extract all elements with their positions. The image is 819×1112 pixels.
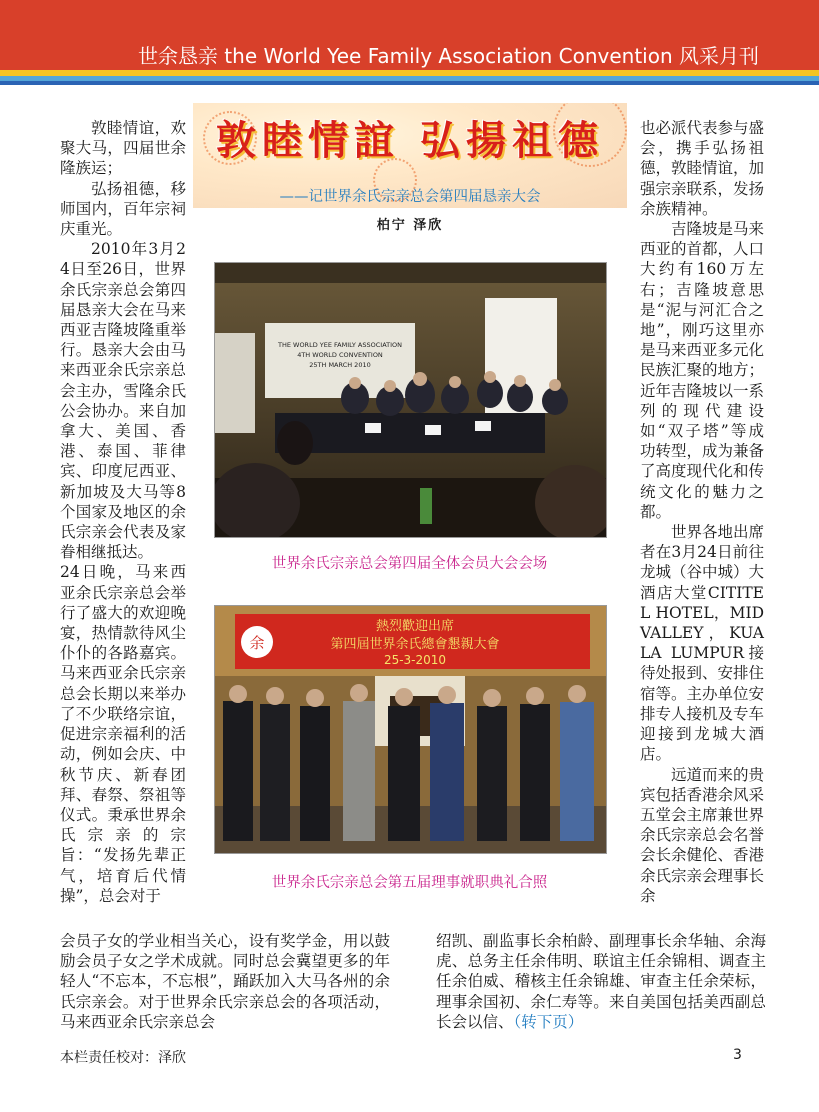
body-paragraph: 也必派代表参与盛会，携手弘扬祖德，敦睦情谊，加强宗亲联系，发扬余族精神。: [640, 119, 765, 218]
continue-next-page-link[interactable]: （转下页）: [513, 1012, 584, 1031]
masthead: [0, 0, 819, 70]
meeting-photo: [214, 262, 607, 538]
footer-editor-credit: 本栏责任校对：泽欣: [60, 1050, 186, 1066]
group-photo-illustration: [215, 606, 606, 853]
bottom-right-text: [436, 931, 766, 1032]
body-paragraph: 24日晚，马来西亚余氏宗亲总会举行了盛大的欢迎晚宴，热情款待风尘仆仆的各路嘉宾。马来西亚余氏宗亲总会长期以来举办了不少联络宗谊，促进宗亲福利的活动，例如会庆、中秋节庆、新春团拜、春祭、祭祖等仪式。秉承世界余氏宗亲的宗旨：“发扬先辈正气，培育后代情操”，总会对于: [60, 563, 186, 905]
screen-text: 4TH WORLD CONVENTION: [297, 351, 383, 359]
masthead-title: 世余恳亲 the World Yee Family Association Convention 风采月刊: [137, 44, 759, 68]
body-paragraph: 2010年3月24日至26日，世界余氏宗亲总会第四届恳亲大会在马来西亚吉隆坡隆重举行。恳亲大会由马来西亚余氏宗亲总会主办，雪隆余氏公会协办。来自加拿大、美国、香港、泰国、菲律宾、印度尼西亚、新加坡及大马等8个国家及地区的余氏宗亲会代表及家眷相继抵达。: [60, 240, 186, 562]
surname-emblem: 余: [249, 634, 265, 652]
bottom-left-text: [60, 931, 390, 1032]
left-text-column: [60, 118, 186, 906]
group-photo: [214, 605, 607, 854]
meeting-photo-caption: 世界余氏宗亲总会第四届全体会员大会会场: [271, 556, 548, 572]
article-subtitle: ——记世界余氏宗亲总会第四届恳亲大会: [279, 189, 541, 205]
couplet-line: 敦睦情谊，欢聚大马，四届世余隆族运；: [60, 119, 186, 178]
body-paragraph: 会员子女的学业相当关心，设有奖学金，用以鼓励会员子女之学术成就。同时总会冀望更多的年轻人“不忘本，不忘根”，踊跃加入大马各州的余氏宗亲会。对于世界余氏宗亲总会的各项活动，马来西亚余氏宗亲总会: [60, 932, 390, 1031]
welcome-banner-text: 熱烈歡迎出席: [375, 619, 455, 634]
group-photo-caption: 世界余氏宗亲总会第五届理事就职典礼合照: [271, 875, 548, 891]
article-headline: 敦睦情誼 弘揚祖德: [216, 117, 604, 164]
page-number: 3: [733, 1047, 742, 1063]
article-byline: 柏宁 泽欣: [376, 218, 444, 233]
group-of-people: [223, 684, 594, 841]
body-text: 绍凯、副监事长余柏龄、副理事长余华轴、余海虎、总务主任余伟明、联谊主任余锦相、调查主任余伯威、稽核主任余锦雄、审查主任余荣标，理事余国初、余仁寿等。来自美国包括美西副总长会以信、: [436, 932, 766, 1031]
couplet-line: 弘扬祖德，移师国内，百年宗祠庆重光。: [60, 179, 186, 239]
welcome-banner-text: 25-3-2010: [383, 653, 447, 667]
body-paragraph: [436, 931, 766, 1032]
article-title-banner: [193, 103, 627, 208]
body-paragraph: 世界各地出席者在3月24日前往龙城（谷中城）大酒店大堂CITITEL HOTEL，MID VALLEY，KUALA LUMPUR接待处报到、安排住宿等。主办单位安排专人接机及专车迎接到龙城大酒店。: [640, 523, 765, 764]
body-paragraph: 远道而来的贵宾包括香港余风采五堂会主席兼世界余氏宗亲总会名誉会长余健伦、香港余氏宗亲会理事长余: [640, 765, 765, 905]
screen-text: 25TH MARCH 2010: [309, 361, 371, 369]
screen-text: THE WORLD YEE FAMILY ASSOCIATION: [277, 341, 403, 349]
meeting-photo-illustration: [215, 263, 606, 537]
right-text-column: [640, 118, 764, 906]
body-paragraph: 吉隆坡是马来西亚的首都，人口大约有160万左右；吉隆坡意思是“泥与河汇合之地”，刚巧这里亦是马来西亚多元化民族汇聚的地方；近年吉隆坡以一系列的现代建设如“双子塔”等成功转型，成为兼备了高度现代化和传统文化的魅力之都。: [640, 220, 765, 521]
masthead-stripe-blue: [0, 81, 819, 85]
welcome-banner-text: 第四屆世界余氏總會懇親大會: [330, 637, 500, 652]
